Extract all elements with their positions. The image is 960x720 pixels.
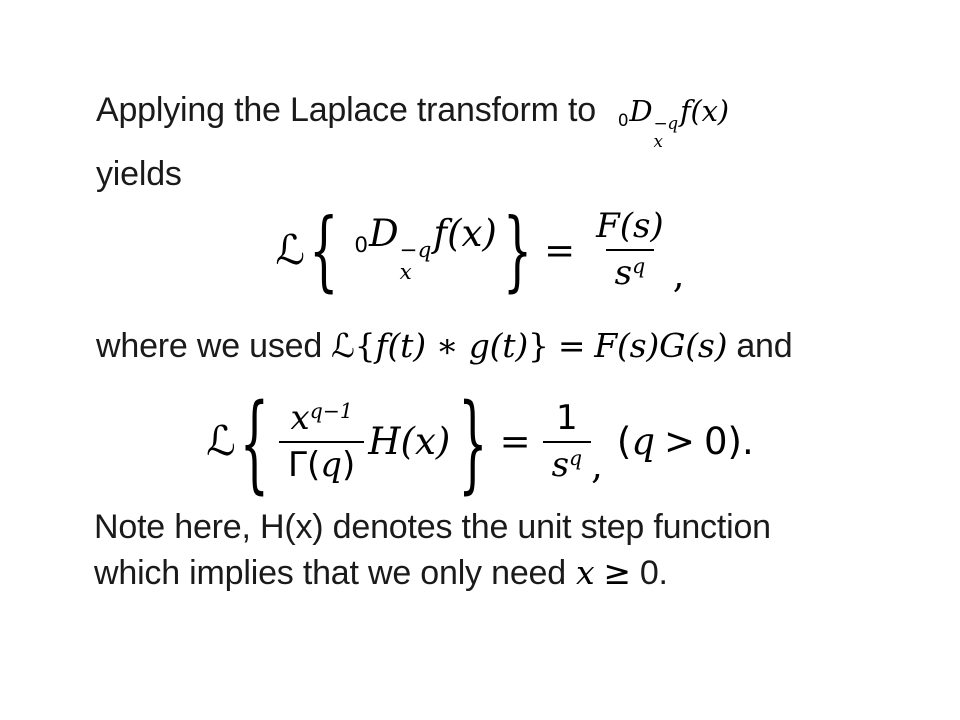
denominator-exponent: q <box>632 254 646 279</box>
display-formula-laplace-of-operator <box>0 198 960 302</box>
fraction-numerator: F(s) <box>596 206 664 247</box>
inline-fractional-operator <box>617 94 729 151</box>
condition-value: 0). <box>704 420 754 463</box>
right-brace: } <box>458 379 488 504</box>
operator-d-symbol: D <box>369 212 399 256</box>
intro-text-line1: Applying the Laplace transform to <box>96 91 596 129</box>
operator-superscript: −q <box>653 113 678 134</box>
convolution-lhs: f(t) ∗ g(t) <box>375 326 529 365</box>
operator-argument: f(x) <box>679 94 729 128</box>
fraction-numerator <box>282 398 362 441</box>
paragraph-note <box>94 504 934 596</box>
convolution-rhs: F(s)G(s) <box>594 326 728 365</box>
condition-greater-than: > <box>664 420 696 463</box>
numerator-exponent: q−1 <box>309 398 353 423</box>
fraction-denominator <box>606 249 655 294</box>
condition-variable: q <box>631 420 655 463</box>
script-L-symbol: ℒ <box>331 326 355 365</box>
fraction-x-over-gamma <box>279 398 364 486</box>
denominator-exponent: q <box>569 445 583 470</box>
equals-sign: = <box>544 228 576 272</box>
and-text: and <box>736 327 793 365</box>
note-text-line1: Note here, H(x) denotes the unit step function <box>94 508 771 546</box>
numerator-base: x <box>290 398 310 439</box>
trailing-comma: , <box>591 444 603 487</box>
left-brace: { <box>239 379 270 504</box>
denominator-base: s <box>614 253 633 294</box>
fraction-denominator <box>543 441 592 486</box>
paragraph-convolution <box>96 321 792 371</box>
denominator-base: s <box>551 445 570 486</box>
gamma-argument: q <box>320 445 343 486</box>
operator-d-symbol: D <box>629 94 653 128</box>
trailing-comma: , <box>672 252 685 296</box>
operator-pre-subscript: 0 <box>617 109 629 130</box>
fraction-denominator <box>279 441 364 486</box>
display-formula-gamma-identity <box>0 379 960 504</box>
fraction-numerator: 1 <box>556 397 578 438</box>
operator-argument: f(x) <box>433 212 497 256</box>
left-brace: { <box>309 198 339 302</box>
left-brace: { <box>354 326 376 365</box>
operator-supsub <box>653 115 677 150</box>
paragraph-intro <box>96 86 926 199</box>
convolution-identity <box>331 326 727 365</box>
gamma-close-paren: ) <box>342 445 356 486</box>
zero-value: 0. <box>639 554 668 592</box>
note-text-line2: which implies that we only need <box>94 554 566 592</box>
script-L-symbol: ℒ <box>206 417 236 465</box>
operator-subscript: x <box>653 130 663 151</box>
equals-sign: = <box>499 420 531 463</box>
x-variable: x <box>575 553 595 592</box>
geq-symbol: ≥ <box>603 553 631 592</box>
fraction-1-over-s <box>543 397 592 486</box>
condition-open-paren: ( <box>616 420 632 463</box>
right-brace: } <box>502 198 533 302</box>
operator-expression <box>354 212 497 286</box>
fraction-F-over-s <box>587 206 673 294</box>
where-text: where we used <box>96 327 323 365</box>
intro-text-line2: yields <box>96 155 182 194</box>
heaviside-term: H(x) <box>368 420 451 463</box>
right-brace: } <box>528 326 549 365</box>
script-L-symbol: ℒ <box>275 225 306 274</box>
operator-subscript: x <box>399 260 412 286</box>
equals-sign: = <box>557 326 586 365</box>
operator-superscript: −q <box>399 237 432 263</box>
gamma-function: Γ( <box>288 445 321 486</box>
operator-pre-subscript: 0 <box>354 233 368 259</box>
operator-supsub <box>399 237 432 286</box>
